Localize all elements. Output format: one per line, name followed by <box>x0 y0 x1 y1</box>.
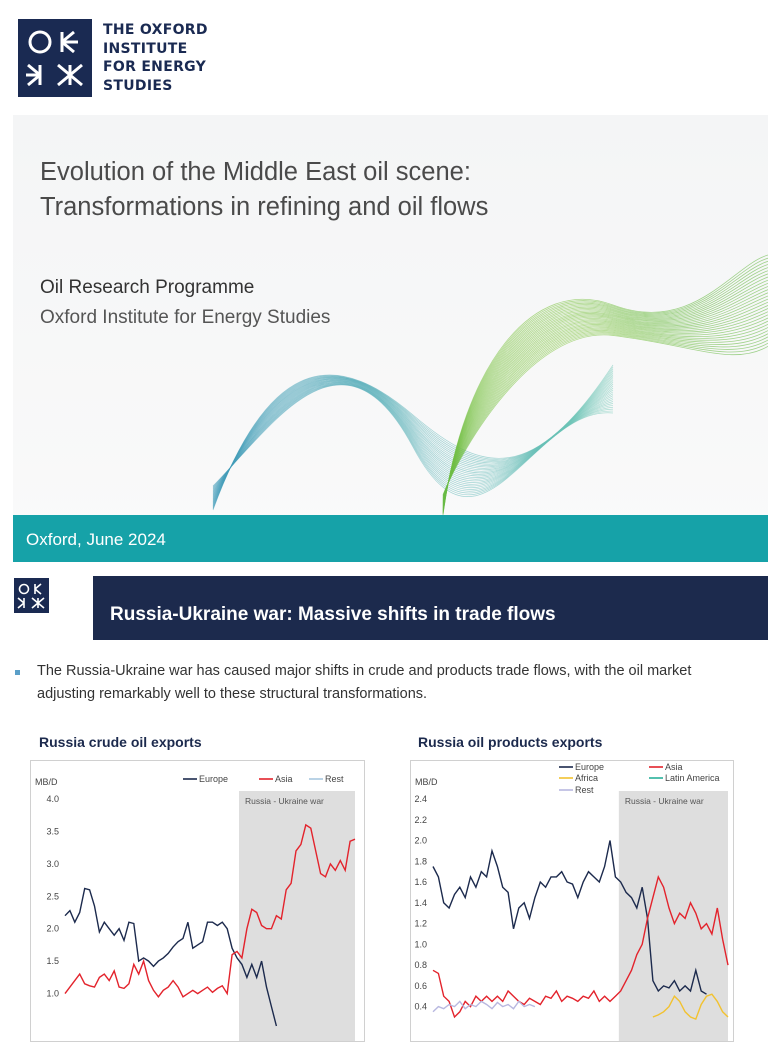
legend-label: Latin America <box>665 773 720 783</box>
war-period-shade <box>619 791 728 1041</box>
legend-label: Asia <box>665 762 683 772</box>
chart-1-frame <box>30 760 365 1042</box>
presentation-title <box>40 155 488 225</box>
y-tick-label: 2.2 <box>414 814 427 825</box>
chart-2-frame <box>410 760 734 1042</box>
wordmark-line: THE OXFORD <box>103 22 208 38</box>
y-tick-label: 1.2 <box>414 918 427 929</box>
y-tick-label: 1.4 <box>414 897 427 908</box>
y-tick-label: 1.6 <box>414 877 427 888</box>
oies-logo-emblem <box>18 19 92 97</box>
y-tick-label: 0.6 <box>414 980 427 991</box>
y-tick-label: 3.0 <box>46 858 59 869</box>
title-line-2: Transformations in refining and oil flows <box>40 193 489 221</box>
legend-label: Africa <box>575 773 599 783</box>
presentation-date: Oxford, June 2024 <box>26 530 166 549</box>
chart-2-title: Russia oil products exports <box>418 734 603 750</box>
wordmark-line: FOR ENERGY <box>103 59 207 75</box>
title-slide <box>13 115 768 562</box>
y-axis-label: MB/D <box>415 777 438 787</box>
y-tick-label: 0.8 <box>414 960 427 971</box>
wave-line <box>443 334 768 496</box>
wave-line <box>443 330 768 497</box>
bullet-text: The Russia-Ukraine war has caused major shifts in crude and products trade flows, with the oil market adjusting remarkably well to these structural transformations. <box>37 663 692 702</box>
y-tick-label: 2.0 <box>46 923 59 934</box>
war-period-label: Russia - Ukraine war <box>624 796 704 806</box>
slide-heading: Russia-Ukraine war: Massive shifts in trade flows <box>110 604 556 625</box>
y-axis-label: MB/D <box>35 777 58 787</box>
programme-name: Oil Research Programme <box>40 277 255 298</box>
oxford-emblem-icon <box>18 19 92 97</box>
oxford-emblem-small-icon <box>14 578 49 613</box>
legend-label: Asia <box>275 774 293 784</box>
products-exports-chart <box>411 761 733 1041</box>
wordmark-line: INSTITUTE <box>103 40 188 57</box>
legend-label: Europe <box>199 774 229 784</box>
y-tick-label: 4.0 <box>46 794 59 804</box>
chart-1-title: Russia crude oil exports <box>39 734 202 750</box>
y-tick-label: 0.4 <box>414 1001 427 1012</box>
date-bar <box>13 515 768 562</box>
war-period-shade <box>239 791 355 1041</box>
series-line-rest <box>433 1001 535 1011</box>
crude-exports-chart <box>31 761 364 1041</box>
y-tick-label: 3.5 <box>46 826 59 837</box>
oies-wordmark <box>103 21 208 95</box>
y-tick-label: 2.0 <box>414 835 427 846</box>
war-period-label: Russia - Ukraine war <box>245 796 324 806</box>
organization-name: Oxford Institute for Energy Studies <box>40 307 331 328</box>
wordmark-line: STUDIES <box>103 77 173 94</box>
bullet-square-icon <box>15 670 20 675</box>
legend-label: Rest <box>325 774 344 784</box>
legend-label: Europe <box>575 762 605 772</box>
wave-line <box>443 324 768 499</box>
legend-label: Rest <box>575 785 594 795</box>
title-line-1: Evolution of the Middle East oil scene: <box>40 158 471 186</box>
oies-small-logo <box>14 578 49 613</box>
y-tick-label: 1.5 <box>46 956 59 967</box>
slide-header-bar <box>93 576 768 640</box>
y-tick-label: 1.0 <box>414 939 427 950</box>
y-tick-label: 2.5 <box>46 891 59 902</box>
y-tick-label: 1.0 <box>46 988 59 999</box>
y-tick-label: 2.4 <box>414 794 427 804</box>
y-tick-label: 1.8 <box>414 856 427 867</box>
